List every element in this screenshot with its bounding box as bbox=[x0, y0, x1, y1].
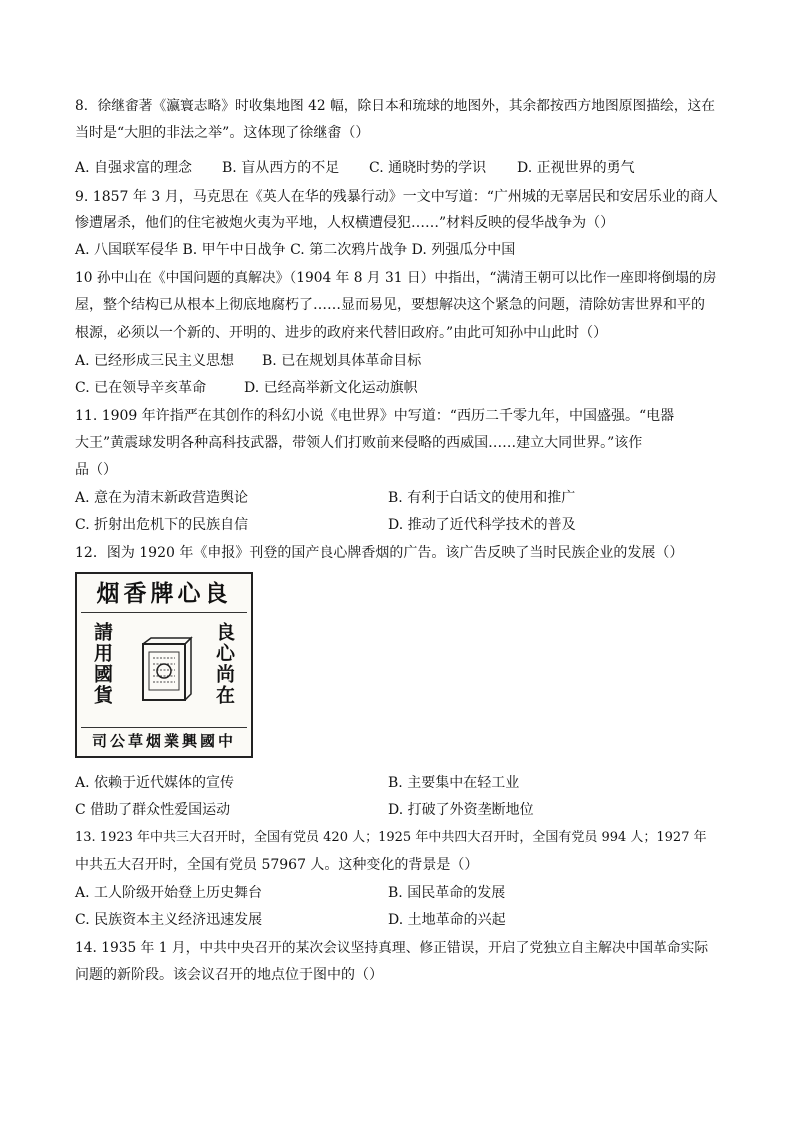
q13-option-d: D. 土地革命的兴起 bbox=[388, 912, 506, 928]
q8-option-a: A. 自强求富的理念 bbox=[75, 160, 193, 176]
q11-option-d: D. 推动了近代科学技术的普及 bbox=[388, 517, 576, 533]
q11-stem-line3: 品（） bbox=[75, 462, 117, 478]
q11-option-b: B. 有利于白话文的使用和推广 bbox=[388, 490, 576, 506]
ad-slogan-right: 良心尚在 bbox=[213, 622, 235, 706]
q8-option-d: D. 正视世界的勇气 bbox=[517, 160, 635, 176]
q8-option-c: C. 通晓时势的学识 bbox=[369, 160, 487, 176]
ad-brand-title: 烟香牌心良 bbox=[81, 580, 247, 613]
q12-option-c: C 借助了群众性爱国运动 bbox=[75, 802, 231, 818]
q8-stem-line2: 当时是“大胆的非法之举”。这体现了徐继畬（） bbox=[75, 125, 370, 141]
q13-option-b: B. 国民革命的发展 bbox=[388, 885, 506, 901]
q11-option-a: A. 意在为清末新政营造舆论 bbox=[75, 490, 249, 506]
q13-stem-line1: 13. 1923 年中共三大召开时，全国有党员 420 人；1925 年中共四大召开时，全国有党员 994 人；1927 年 bbox=[75, 830, 707, 845]
ad-company-name: 司公草烟業興國中 bbox=[81, 727, 247, 752]
q8-option-b: B. 盲从西方的不足 bbox=[222, 160, 340, 176]
q8-stem-line1: 8．徐继畬著《瀛寰志略》时收集地图 42 幅，除日本和琉球的地图外，其余都按西方地图原图描绘，这在 bbox=[75, 98, 715, 114]
q13-option-a: A. 工人阶级开始登上历史舞台 bbox=[75, 885, 263, 901]
q9-stem-line1: 9. 1857 年 3 月，马克思在《英人在华的残暴行动》一文中写道：“广州城的无辜居民和安居乐业的商人 bbox=[75, 189, 718, 205]
q13-option-c: C. 民族资本主义经济迅速发展 bbox=[75, 912, 263, 928]
q10-stem-line1: 10 孙中山在《中国问题的真解决》（1904 年 8 月 31 日）中指出，“满清王朝可以比作一座即将倒塌的房 bbox=[75, 270, 717, 286]
ad-slogan-left: 請用國貨 bbox=[91, 622, 113, 706]
q10-option-a: A. 已经形成三民主义思想 bbox=[75, 353, 235, 369]
q11-stem-line2: 大王”黄震球发明各种高科技武器，带领人们打败前来侵略的西威国……建立大同世界。”该作 bbox=[75, 435, 643, 451]
q10-option-c: C. 已在领导辛亥革命 bbox=[75, 380, 207, 396]
q14-stem-line2: 问题的新阶段。该会议召开的地点位于图中的（） bbox=[75, 967, 383, 983]
q10-stem-line2: 屋，整个结构已从根本上彻底地腐朽了……显而易见，要想解决这个紧急的问题，清除妨害世界和平的 bbox=[75, 297, 705, 313]
q12-option-d: D. 打破了外资垄断地位 bbox=[388, 802, 534, 818]
q14-stem-line1: 14. 1935 年 1 月，中共中央召开的某次会议坚持真理、修正错误，开启了党独立自主解决中国革命实际 bbox=[75, 940, 709, 956]
cigarette-pack-icon bbox=[133, 634, 195, 706]
q10-stem-line3: 根源，必须以一个新的、开明的、进步的政府来代替旧政府。”由此可知孙中山此时（） bbox=[75, 325, 608, 341]
q12-option-b: B. 主要集中在轻工业 bbox=[388, 775, 520, 791]
q13-stem-line2: 中共五大召开时，全国有党员 57967 人。这种变化的背景是（） bbox=[75, 857, 479, 873]
q10-option-d: D. 已经高举新文化运动旗帜 bbox=[244, 380, 418, 396]
cigarette-advertisement-image bbox=[75, 572, 253, 758]
q12-stem-line1: 12．图为 1920 年《申报》刊登的国产良心牌香烟的广告。该广告反映了当时民族企业的发展（） bbox=[75, 545, 684, 561]
q12-option-a: A. 依赖于近代媒体的宣传 bbox=[75, 775, 235, 791]
q11-stem-line1: 11. 1909 年许指严在其创作的科幻小说《电世界》中写道：“西历二千零九年，中国盛强。“电器 bbox=[75, 408, 675, 424]
q9-options: A. 八国联军侵华 B. 甲午中日战争 C. 第二次鸦片战争 D. 列强瓜分中国 bbox=[75, 242, 516, 258]
q10-option-b: B. 已在规划具体革命目标 bbox=[262, 353, 422, 369]
q9-stem-line2: 惨遭屠杀，他们的住宅被炮火夷为平地，人权横遭侵犯……”材料反映的侵华战争为（） bbox=[75, 215, 615, 231]
q11-option-c: C. 折射出危机下的民族自信 bbox=[75, 517, 249, 533]
